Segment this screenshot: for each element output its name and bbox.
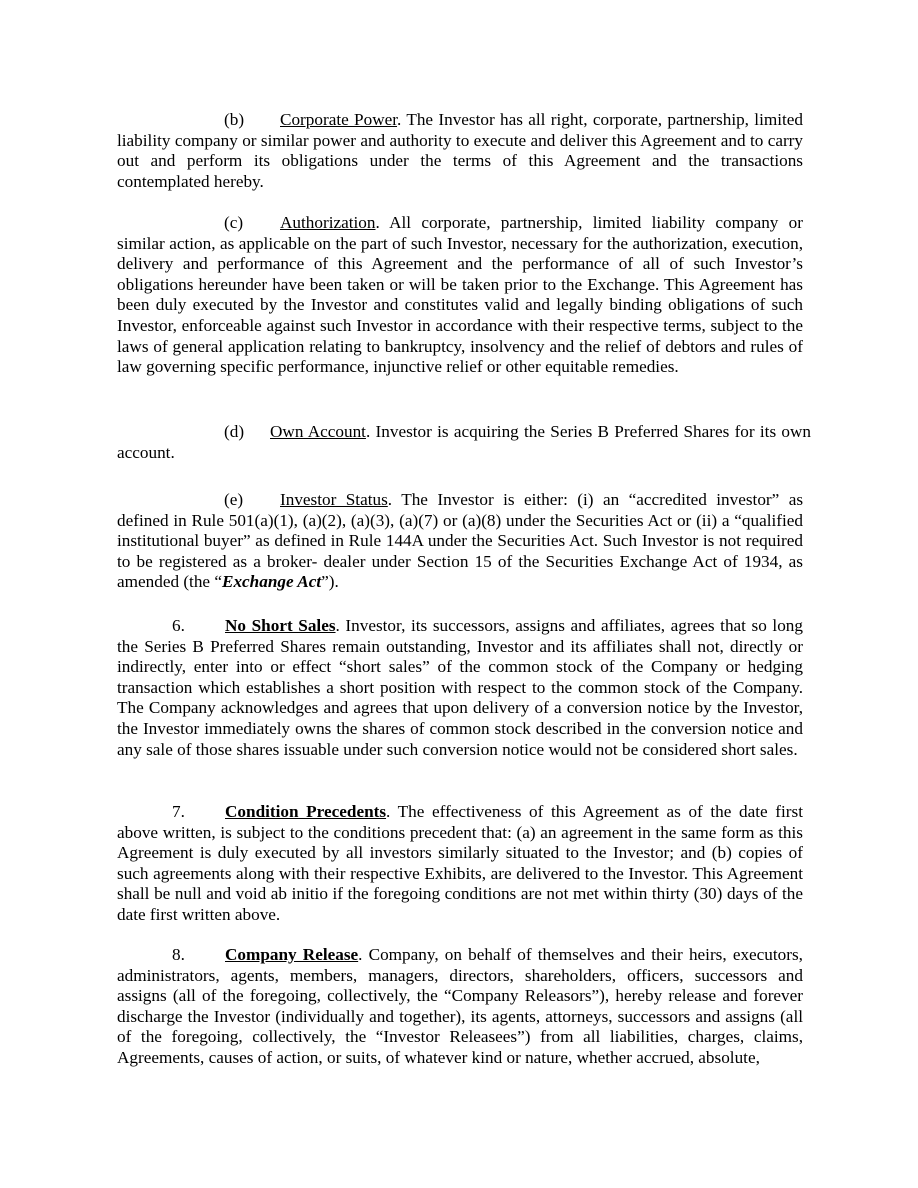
- section-e-label: (e): [224, 490, 244, 509]
- section-7-condition-precedents: [117, 802, 803, 926]
- section-e-defined-term: Exchange Act: [221, 572, 322, 592]
- section-e-text-before: . The Investor is either: (i) an “accredited investor” as defined in Rule 501(a)(1), (a)(2), (a)(3), (a)(7) or (a)(8) under the Securities Act or (ii) a “qualified institutional buyer” as defined in Rule 144A under the Securities Act. Such Investor is not required to be registered as a broker- dealer under Section 15 of the Securities Exchange Act of 1934, as amended (the “: [117, 490, 804, 592]
- section-c-heading: Authorization: [280, 213, 376, 232]
- section-e-text-after: ”).: [321, 572, 339, 592]
- section-b-text: . The Investor has all right, corporate, partnership, limited liability company or similar power and authority to execute and deliver this Agreement and to carry out and perform its obligations under the terms of this Agreement and the transactions contemplated hereby.: [117, 110, 803, 191]
- section-e-investor-status: [117, 490, 803, 593]
- section-b-label: (b): [224, 110, 245, 129]
- section-6-heading: No Short Sales: [225, 616, 336, 635]
- section-7-label: 7.: [172, 802, 185, 821]
- section-e-heading: Investor Status: [280, 490, 388, 509]
- section-d-own-account: [117, 422, 811, 463]
- section-c-label: (c): [224, 213, 244, 232]
- section-6-no-short-sales: [117, 616, 803, 760]
- section-c-authorization: [117, 213, 803, 378]
- section-8-label: 8.: [172, 945, 185, 964]
- section-7-text: . The effectiveness of this Agreement as of the date first above written, is subject to the conditions precedent that: (a) an agreement in the same form as this Agreement is duly executed by all investors similarly situated to the Investor; and (b) copies of such agreements along with their respective Exhibits, are delivered to the Investor. This Agreement shall be null and void ab initio if the foregoing conditions are not met within thirty (30) days of the date first written above.: [117, 802, 803, 924]
- section-c-text: . All corporate, partnership, limited liability company or similar action, as applicable on the part of such Investor, necessary for the authorization, execution, delivery and performance of this Agreement and the performance of all of such Investor’s obligations hereunder have been taken or will be taken prior to the Exchange. This Agreement has been duly executed by the Investor and constitutes valid and legally binding obligations of such Investor, enforceable against such Investor in accordance with their respective terms, subject to the laws of general application relating to bankruptcy, insolvency and the relief of debtors and rules of law governing specific performance, injunctive relief or other equitable remedies.: [117, 213, 803, 377]
- section-d-label: (d): [224, 422, 245, 441]
- section-7-heading: Condition Precedents: [225, 802, 387, 821]
- section-b-heading: Corporate Power: [280, 110, 398, 129]
- section-b-corporate-power: [117, 110, 803, 192]
- section-d-text: . Investor is acquiring the Series B Preferred Shares for its own account.: [117, 422, 811, 462]
- section-d-heading: Own Account: [270, 422, 366, 441]
- section-8-text: . Company, on behalf of themselves and their heirs, executors, administrators, agents, members, managers, directors, shareholders, officers, successors and assigns (all of the foregoing, collectively, the “Company Releasors”), hereby release and forever discharge the Investor (individually and together), its agents, attorneys, successors and assigns (all of the foregoing, collectively, the “Investor Releasees”) from all liabilities, charges, claims, Agreements, causes of action, or suits, of whatever kind or nature, whether accrued, absolute,: [117, 945, 803, 1067]
- section-6-text: . Investor, its successors, assigns and affiliates, agrees that so long the Series B Preferred Shares remain outstanding, Investor and its affiliates shall not, directly or indirectly, enter into or effect “short sales” of the common stock of the Company or hedging transaction which establishes a short position with respect to the common stock of the Company. The Company acknowledges and agrees that upon delivery of a conversion notice by the Investor, the Investor immediately owns the shares of common stock described in the conversion notice and any sale of those shares issuable under such conversion notice would not be considered short sales.: [117, 616, 803, 759]
- section-6-label: 6.: [172, 616, 185, 635]
- section-8-heading: Company Release: [225, 945, 359, 964]
- section-8-company-release: [117, 945, 803, 1069]
